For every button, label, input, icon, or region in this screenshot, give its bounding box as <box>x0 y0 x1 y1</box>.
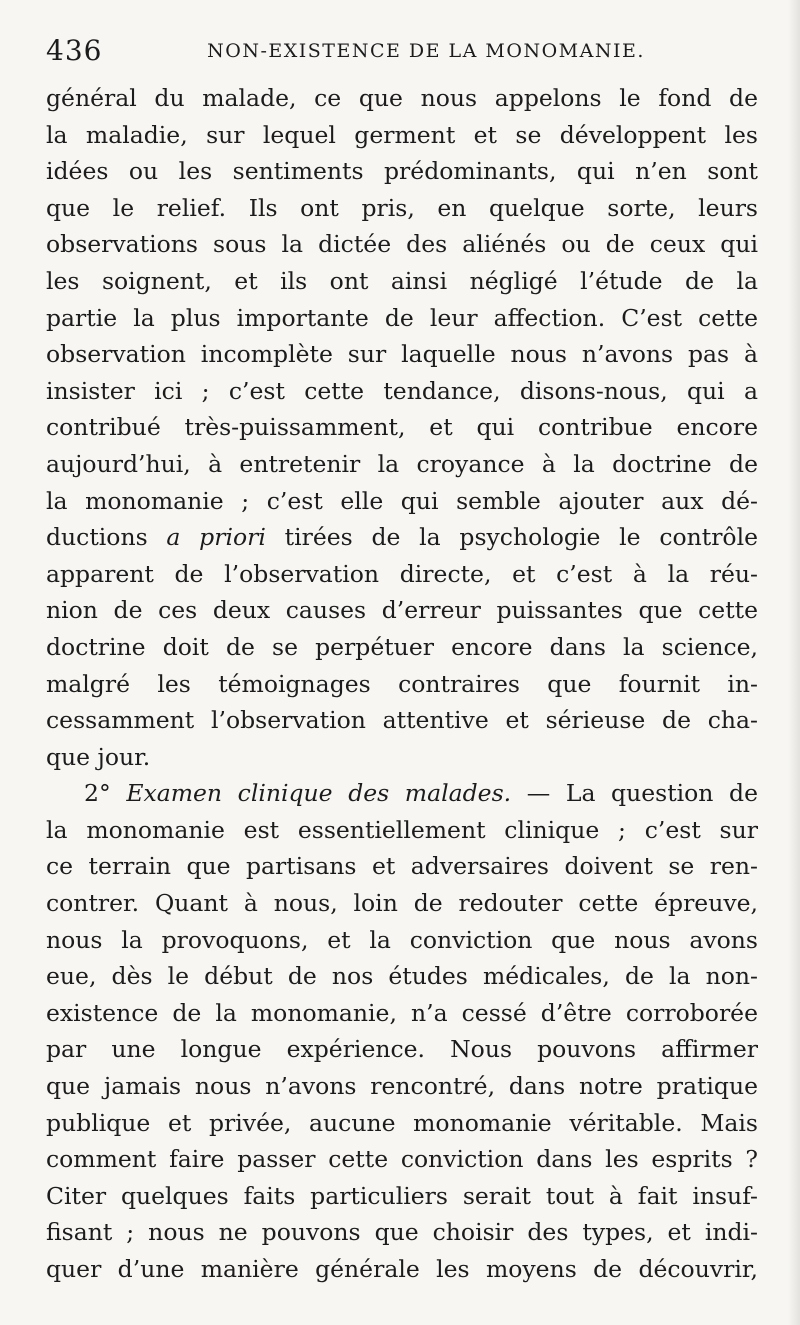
text-line: nion de ces deux causes d’erreur puissantes que cette <box>46 596 758 625</box>
text-line: que le relief. Ils ont pris, en quelque sorte, leurs <box>46 193 758 222</box>
section-heading-line <box>46 775 758 812</box>
text-line: par une longue expérience. Nous pouvons affirmer <box>46 1035 758 1064</box>
text-line: cessamment l’observation attentive et sérieuse de cha- <box>46 706 758 735</box>
page-header <box>46 34 756 74</box>
text-fragment: ductions <box>46 523 167 552</box>
text-line: la monomanie est essentiellement clinique ; c’est sur <box>46 815 758 844</box>
text-line: contrer. Quant à nous, loin de redouter cette épreuve, <box>46 889 758 918</box>
text-line: publique et privée, aucune monomanie véritable. Mais <box>46 1108 758 1137</box>
text-line: la monomanie ; c’est elle qui semble ajouter aux dé- <box>46 486 758 515</box>
text-line: malgré les témoignages contraires que fournit in- <box>46 669 758 698</box>
text-line: doctrine doit de se perpétuer encore dans la science, <box>46 632 758 661</box>
text-line: existence de la monomanie, n’a cessé d’être corroborée <box>46 998 758 1027</box>
section-heading: Examen clinique des malades. <box>126 779 512 808</box>
text-line: aujourd’hui, à entretenir la croyance à la doctrine de <box>46 449 758 478</box>
text-line: observations sous la dictée des aliénés ou de ceux qui <box>46 230 758 259</box>
text-line: insister ici ; c’est cette tendance, disons-nous, qui a <box>46 376 758 405</box>
text-line: apparent de l’observation directe, et c’est à la réu- <box>46 559 758 588</box>
text-line: fisant ; nous ne pouvons que choisir des types, et indi- <box>46 1218 758 1247</box>
text-line: observation incomplète sur laquelle nous n’avons pas à <box>46 340 758 369</box>
section-number: 2° <box>84 779 127 808</box>
text-line: contribué très-puissamment, et qui contribue encore <box>46 413 758 442</box>
text-line: eue, dès le début de nos études médicales, de la non- <box>46 962 758 991</box>
text-line: Citer quelques faits particuliers serait tout à fait insuf- <box>46 1181 758 1210</box>
italic-phrase: a priori <box>166 523 266 552</box>
text-line: comment faire passer cette conviction dans les esprits ? <box>46 1145 758 1174</box>
text-fragment: tirées de la psychologie le contrôle <box>265 523 759 552</box>
text-line <box>46 519 758 556</box>
body-text <box>46 80 758 1288</box>
text-line: nous la provoquons, et la conviction que nous avons <box>46 925 758 954</box>
text-line: idées ou les sentiments prédominants, qui n’en sont <box>46 157 758 186</box>
running-title: NON-EXISTENCE DE LA MONOMANIE. <box>207 40 645 62</box>
text-line: quer d’une manière générale les moyens de découvrir, <box>46 1255 758 1283</box>
page-number: 436 <box>46 34 103 67</box>
text-line: la maladie, sur lequel germent et se développent les <box>46 120 758 149</box>
text-line: ce terrain que partisans et adversaires doivent se ren- <box>46 852 758 881</box>
text-line: les soignent, et ils ont ainsi négligé l’étude de la <box>46 266 758 295</box>
text-line: partie la plus importante de leur affection. C’est cette <box>46 303 758 332</box>
text-line: général du malade, ce que nous appelons le fond de <box>46 84 758 112</box>
text-line: que jamais nous n’avons rencontré, dans notre pratique <box>46 1072 758 1101</box>
text-fragment: — La question de <box>511 779 758 808</box>
page-edge-shadow <box>788 0 800 1325</box>
text-line: que jour. <box>46 742 151 771</box>
